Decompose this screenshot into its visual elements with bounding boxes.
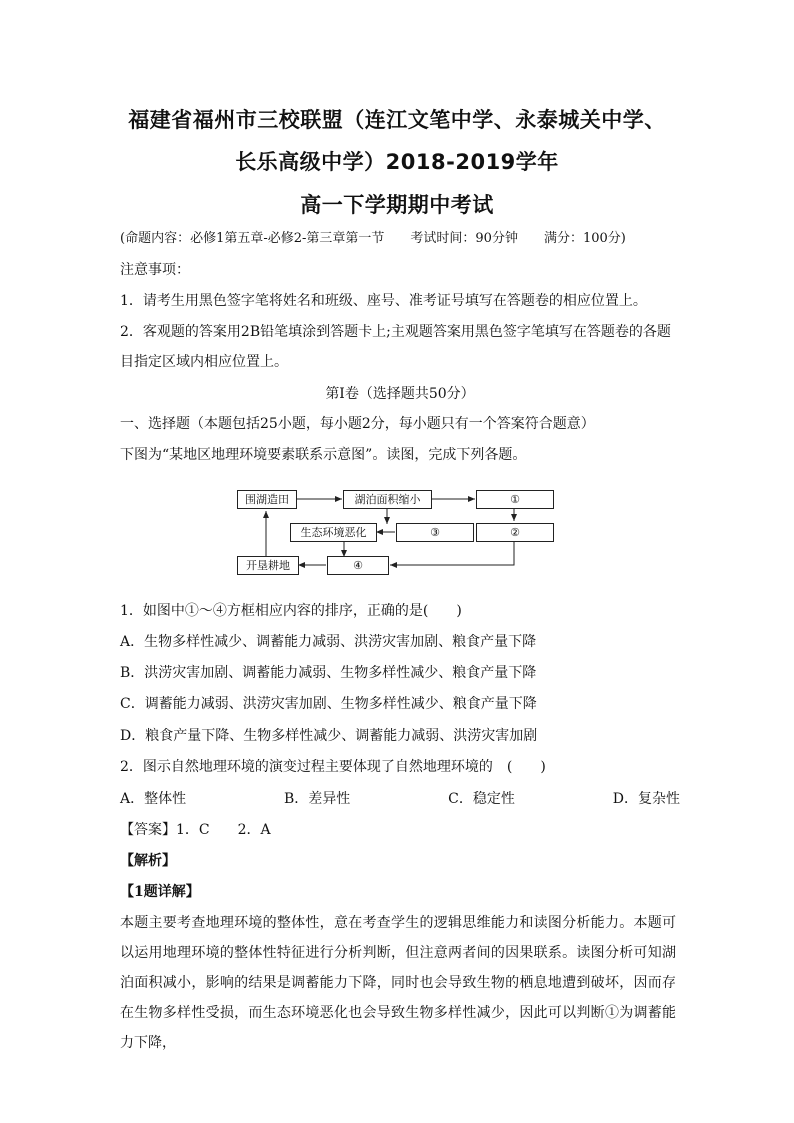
question-2-option-c: C．稳定性 [448,791,515,807]
diagram-box-lake-shrink: 湖泊面积缩小 [343,490,432,509]
notice-item-1: 1．请考生用黑色签字笔将姓名和班级、座号、准考证号填写在答题卷的相应位置上。 [120,293,647,309]
diagram-box-3: ③ [396,523,474,542]
question-2-option-d: D．复杂性 [612,791,680,807]
answer-key: 【答案】1．C 2．A [120,822,271,838]
question-1-stem: 1．如图中①～④方框相应内容的排序，正确的是( ) [120,603,462,619]
part1-heading: 一、选择题（本题包括25小题，每小题2分，每小题只有一个答案符合题意） [120,416,595,432]
question-2-option-a: A．整体性 [120,791,187,807]
exam-meta: (命题内容：必修1第五章-必修2-第三章第一节 考试时间：90分钟 满分：100分) [120,231,626,246]
question-1-option-c: C．调蓄能力减弱、洪涝灾害加剧、生物多样性减少、粮食产量下降 [120,696,537,712]
exam-title-line-2: 长乐高级中学）2018-2019学年 [235,150,559,174]
diagram-box-2: ② [476,523,554,542]
detail-paragraph-q1: 本题主要考查地理环境的整体性，意在考查学生的逻辑思维能力和读图分析能力。本题可以运用地理环境的整体性特征进行分析判断，但注意两者间的因果联系。读图分析可知湖泊面积减小，影响的结果是调蓄能力下降，同时也会导致生物的栖息地遭到破坏，因而存在生物多样性受损，而生态环境恶化也会导致生物多样性减少，因此可以判断①为调蓄能力下降， [120,915,676,1051]
question-2-option-b: B．差异性 [284,791,351,807]
diagram-box-4: ④ [327,556,389,575]
diagram-box-1: ① [476,490,554,509]
detail-heading-q1: 【1题详解】 [120,884,200,900]
exam-title-line-1: 福建省福州市三校联盟（连江文笔中学、永泰城关中学、 [128,108,666,132]
notice-item-2: 2．客观题的答案用2B铅笔填涂到答题卡上;主观题答案用黑色签字笔填写在答题卷的各题 [120,324,671,340]
diagram-box-farmland: 开垦耕地 [237,556,299,575]
exam-title-line-3: 高一下学期期中考试 [300,193,494,217]
notice-heading: 注意事项： [120,262,190,278]
diagram-box-eco-worsen: 生态环境恶化 [290,523,377,542]
diagram-intro: 下图为“某地区地理环境要素联系示意图”。读图，完成下列各题。 [120,447,527,463]
section-title: 第Ⅰ卷（选择题共50分） [325,386,475,402]
question-1-option-a: A．生物多样性减少、调蓄能力减弱、洪涝灾害加剧、粮食产量下降 [120,634,537,650]
notice-item-2-cont: 目指定区域内相应位置上。 [120,354,288,370]
analysis-heading: 【解析】 [120,853,176,869]
arrow-2-to-4 [390,541,514,565]
question-1-option-b: B．洪涝灾害加剧、调蓄能力减弱、生物多样性减少、粮食产量下降 [120,665,537,681]
question-1-option-d: D．粮食产量下降、生物多样性减少、调蓄能力减弱、洪涝灾害加剧 [120,728,538,744]
question-2-options [120,789,680,809]
diagram-box-reclaim: 围湖造田 [237,490,297,509]
question-2-stem: 2．图示自然地理环境的演变过程主要体现了自然地理环境的 ( ) [120,759,546,775]
